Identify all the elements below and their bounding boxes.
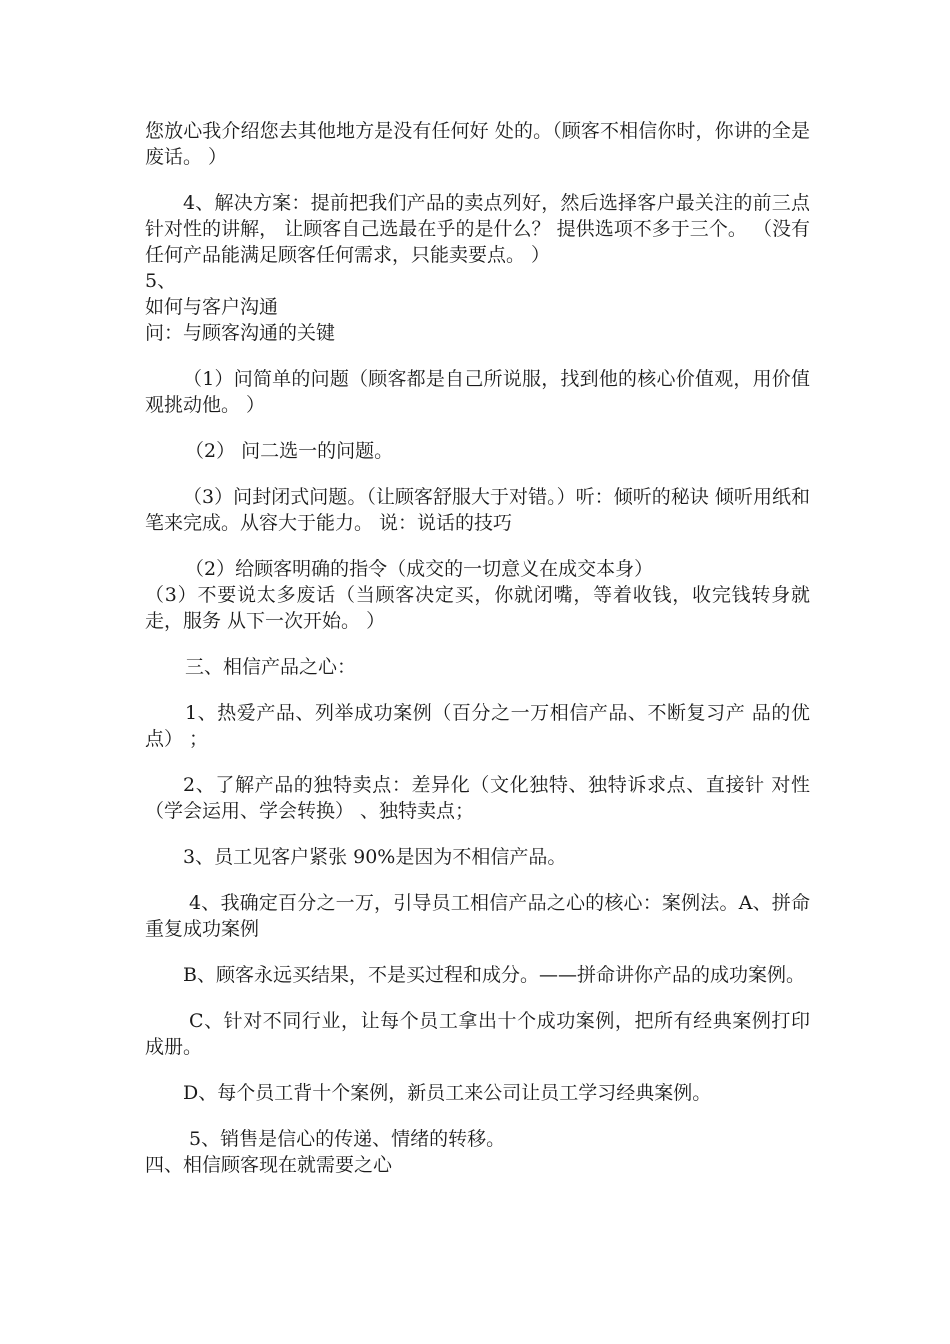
paragraph-continuation: 您放心我介绍您去其他地方是没有任何好 处的。（顾客不相信你时，你讲的全是废话。 ）: [145, 120, 810, 168]
paragraph-no-nonsense: （3）不要说太多废话（当顾客决定买，你就闭嘴，等着收钱，收完钱转身就走，服务 从下一次开始。 ）: [145, 584, 810, 632]
paragraph-love-product: 1、热爱产品、列举成功案例（百分之一万相信产品、不断复习产 品的优点） ；: [145, 702, 810, 750]
paragraph-confidence: 5、销售是信心的传递、情绪的转移。: [189, 1128, 506, 1150]
paragraph-staff-nervous: 3、员工见客户紧张 90%是因为不相信产品。: [183, 846, 567, 868]
paragraph-ask-closed: （3）问封闭式问题。（让顾客舒服大于对错。）听：倾听的秘诀 倾听用纸和笔来完成。从容大于能力。 说：说话的技巧: [145, 486, 810, 534]
paragraph-unique-selling: 2、了解产品的独特卖点：差异化（文化独特、独特诉求点、直接针 对性（学会运用、学会转换） 、独特卖点；: [145, 774, 810, 822]
paragraph-item-d: D、每个员工背十个案例，新员工来公司让员工学习经典案例。: [183, 1082, 712, 1104]
paragraph-ask-simple: （1）问简单的问题（顾客都是自己所说服，找到他的核心价值观，用价值观挑动他。 ）: [145, 368, 810, 416]
paragraph-item-c: C、针对不同行业，让每个员工拿出十个成功案例，把所有经典案例打印成册。: [145, 1010, 810, 1058]
paragraph-number-5: 5、: [145, 270, 177, 292]
paragraph-solution: 4、解决方案：提前把我们产品的卖点列好，然后选择客户最关注的前三点针对性的讲解， 让顾客自己选最在乎的是什么？ 提供选项不多于三个。 （没有任何产品能满足顾客任何需求，只能卖要点。 ）: [145, 192, 810, 266]
paragraph-item-b: B、顾客永远买结果，不是买过程和成分。——拼命讲你产品的成功案例。: [183, 964, 805, 986]
heading-believe-product: 三、相信产品之心：: [185, 656, 357, 678]
heading-communication: 如何与客户沟通: [145, 296, 279, 318]
paragraph-ask-choice: （2） 问二选一的问题。: [185, 440, 394, 462]
paragraph-clear-instruction: （2）给顾客明确的指令（成交的一切意义在成交本身）: [185, 558, 654, 580]
paragraph-case-method: 4、我确定百分之一万，引导员工相信产品之心的核心：案例法。A、拼命重复成功案例: [145, 892, 810, 940]
paragraph-ask-key: 问：与顾客沟通的关键: [145, 322, 336, 344]
document-page: [145, 118, 810, 1178]
heading-believe-customer: 四、相信顾客现在就需要之心: [145, 1154, 393, 1176]
